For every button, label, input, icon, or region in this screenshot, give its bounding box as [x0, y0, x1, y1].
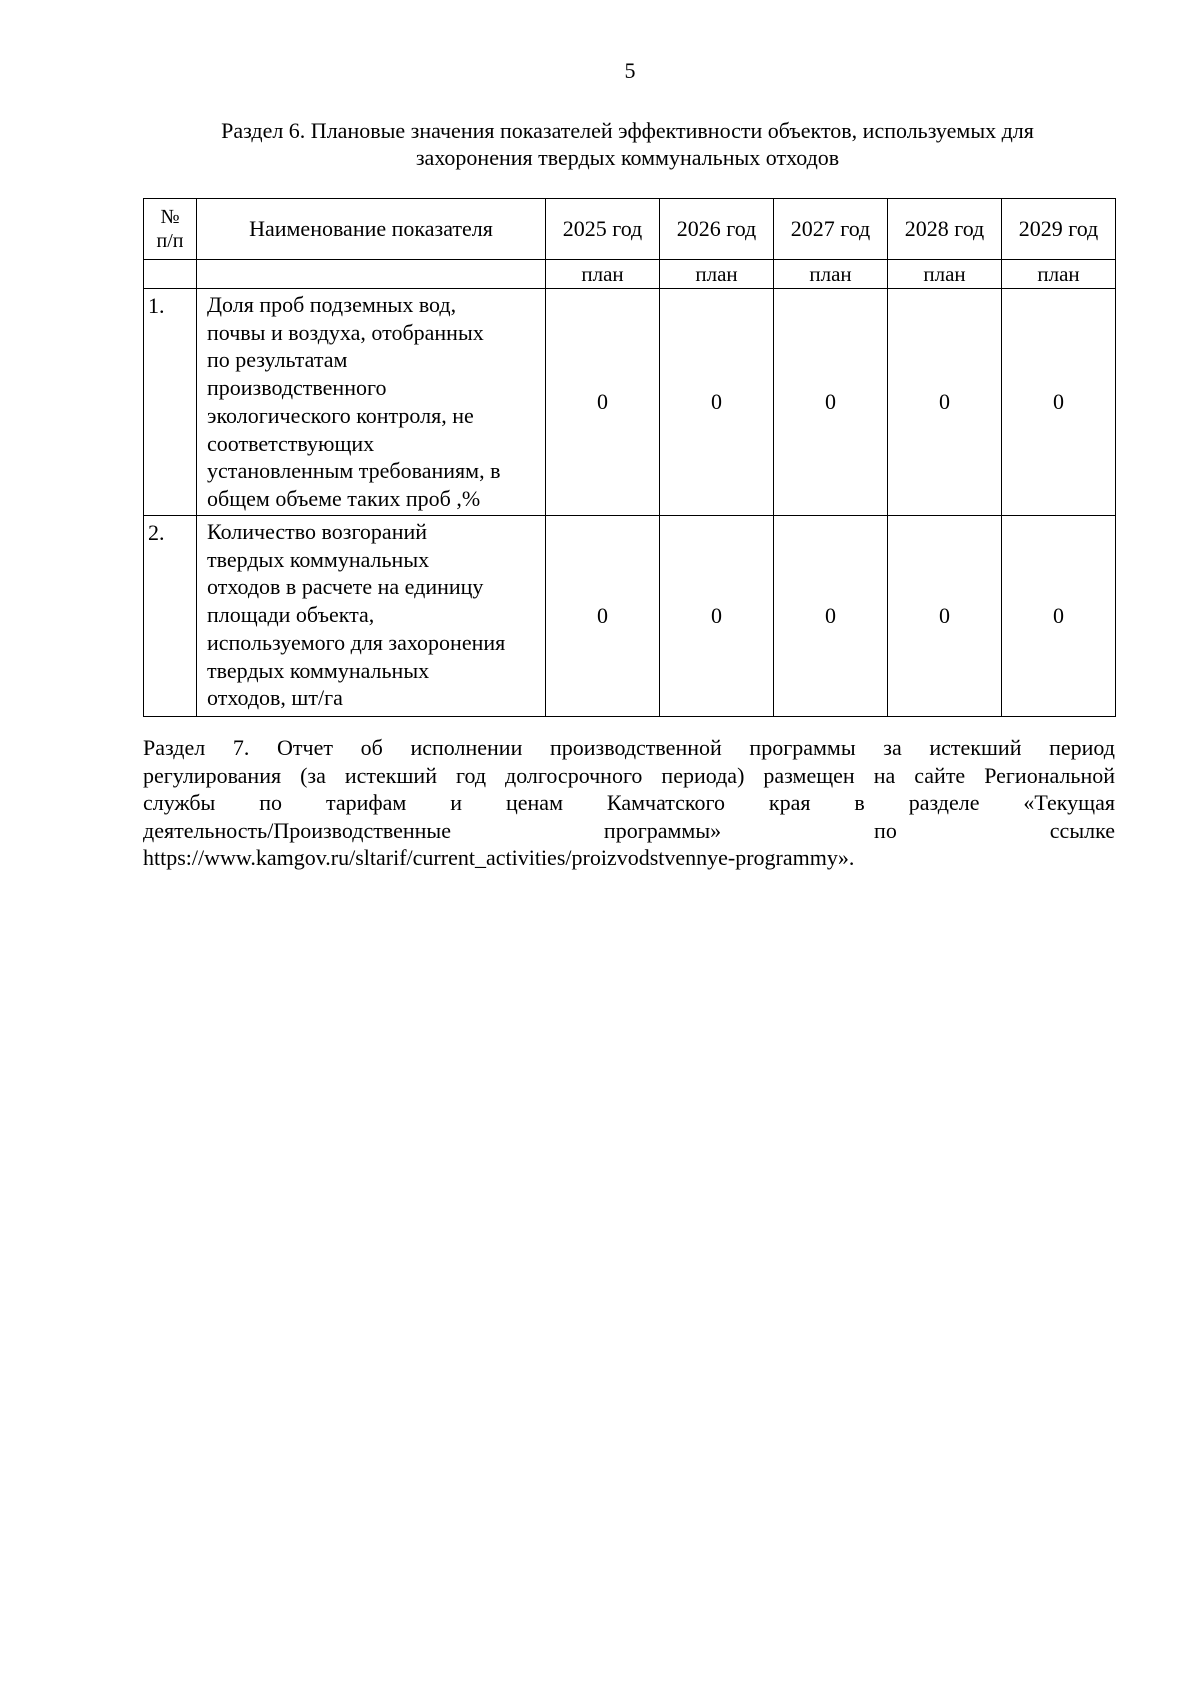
value-2029: 0 — [1002, 516, 1116, 717]
section-6-title-line-2: захоронения твердых коммунальных отходов — [415, 145, 840, 170]
paragraph-line: службы по тарифам и ценам Камчатского края в разделе «Текущая — [143, 790, 1115, 815]
name-line: установленным требованиям, в — [207, 458, 501, 484]
subheader-plan: план — [546, 260, 660, 289]
name-line: общем объеме таких проб ,% — [207, 485, 481, 511]
table-header-row — [144, 199, 1116, 260]
row-number: 1. — [144, 289, 197, 516]
header-number-line-1: № — [160, 206, 180, 228]
name-line: отходов в расчете на единицу — [207, 574, 484, 600]
table-subheader-row — [144, 260, 1116, 289]
header-year-2029: 2029 год — [1002, 199, 1116, 260]
section-6-title — [140, 117, 1115, 171]
subheader-empty — [144, 260, 197, 289]
name-line: почвы и воздуха, отобранных — [207, 319, 484, 345]
header-indicator-name: Наименование показателя — [197, 199, 546, 260]
subheader-empty — [197, 260, 546, 289]
header-number-line-2: п/п — [156, 230, 184, 252]
value-2025: 0 — [546, 516, 660, 717]
name-line: Доля проб подземных вод, — [207, 292, 457, 317]
value-2027: 0 — [774, 289, 888, 516]
name-line: твердых коммунальных — [207, 657, 430, 683]
table-row — [144, 289, 1116, 516]
value-2029: 0 — [1002, 289, 1116, 516]
paragraph-line: регулирования (за истекший год долгосрочного периода) размещен на сайте Региональной — [143, 762, 1115, 788]
header-year-2028: 2028 год — [888, 199, 1002, 260]
name-line: площади объекта, — [207, 602, 375, 628]
name-line: твердых коммунальных — [207, 546, 430, 572]
paragraph-line: деятельность/Производственные программы» по ссылке — [143, 817, 1115, 843]
value-2027: 0 — [774, 516, 888, 717]
value-2026: 0 — [660, 289, 774, 516]
section-7-paragraph — [143, 734, 1115, 872]
subheader-plan: план — [1002, 260, 1116, 289]
value-2028: 0 — [888, 289, 1002, 516]
header-year-2027: 2027 год — [774, 199, 888, 260]
section-6-title-line-1: Раздел 6. Плановые значения показателей эффективности объектов, используемых для — [221, 118, 1034, 143]
name-line: соответствующих — [207, 430, 375, 456]
value-2028: 0 — [888, 516, 1002, 717]
subheader-plan: план — [888, 260, 1002, 289]
name-line: используемого для захоронения — [207, 629, 506, 655]
table-row — [144, 516, 1116, 717]
paragraph-line-link[interactable]: https://www.kamgov.ru/sltarif/current_activities/proizvodstvennye-programmy». — [143, 845, 855, 870]
row-indicator-name — [197, 516, 546, 717]
header-number — [144, 199, 197, 260]
name-line: по результатам — [207, 347, 348, 373]
name-line: отходов, шт/га — [207, 685, 343, 711]
row-number: 2. — [144, 516, 197, 717]
value-2026: 0 — [660, 516, 774, 717]
name-line: производственного — [207, 375, 387, 401]
subheader-plan: план — [660, 260, 774, 289]
name-line: экологического контроля, не — [207, 402, 474, 428]
value-2025: 0 — [546, 289, 660, 516]
page-number: 5 — [624, 58, 636, 83]
subheader-plan: план — [774, 260, 888, 289]
row-indicator-name — [197, 289, 546, 516]
paragraph-line: Раздел 7. Отчет об исполнении производственной программы за истекший период — [143, 735, 1115, 760]
header-year-2025: 2025 год — [546, 199, 660, 260]
header-year-2026: 2026 год — [660, 199, 774, 260]
name-line: Количество возгораний — [207, 519, 428, 544]
indicators-table — [143, 198, 1116, 717]
